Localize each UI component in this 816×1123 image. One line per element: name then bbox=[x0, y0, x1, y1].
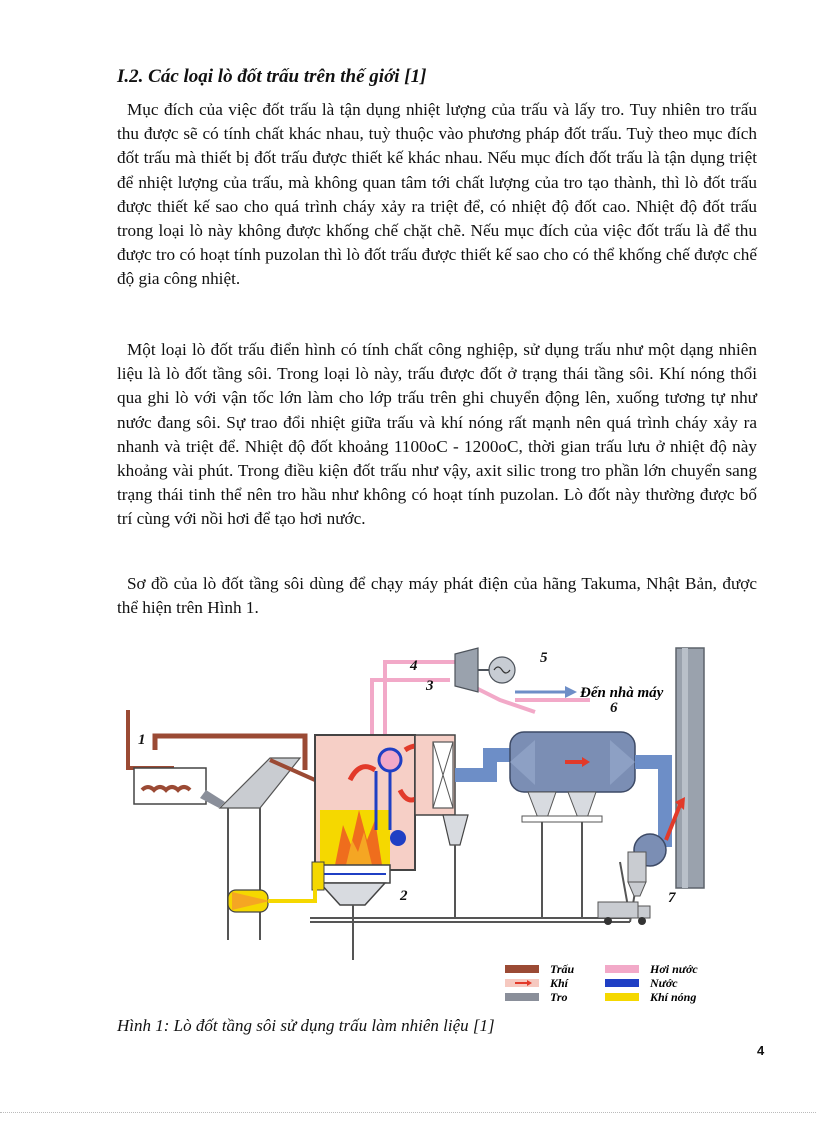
legend-swatch-water bbox=[605, 979, 639, 987]
page-number: 4 bbox=[757, 1043, 765, 1058]
legend-swatch-husk bbox=[505, 965, 539, 973]
callout-1: 1 bbox=[138, 732, 146, 748]
callout-4: 4 bbox=[410, 658, 418, 674]
chimney bbox=[676, 648, 704, 888]
legend-label-water: Nước bbox=[650, 976, 678, 990]
legend-label-husk: Trấu bbox=[550, 962, 575, 976]
callout-5: 5 bbox=[540, 650, 548, 666]
paragraph-2: Một loại lò đốt trấu điển hình có tính chất công nghiệp, sử dụng trấu như một dạng nhiên liệu là lò đốt tầng sôi. Trong loại lò này, trấu được đốt ở trạng thái tầng sôi. Khí nóng thổi qua ghi lò với vận tốc lớn làm cho lớp trấu trên ghi chuyển động lên, xuống tương tự như nước đang sôi. Sự trao đổi nhiệt giữa trấu và khí nóng rất mạnh nên quá trình cháy xảy ra nhanh và triệt để. Nhiệt độ đốt khoảng 1100oC - 1200oC, thời gian trấu lưu ở nhiệt độ này khoảng vài phút. Trong điều kiện đốt trấu như vậy, axit silic trong tro phần lớn chuyển sang trạng thái tinh thể nên tro hầu như không có hoạt tính puzolan. Lò đốt này thường được bố trí cùng với nồi hơi để tạo hơi nước. bbox=[117, 340, 757, 529]
hot-air-blower bbox=[228, 886, 315, 912]
paragraph-3: Sơ đồ của lò đốt tầng sôi dùng để chạy máy phát điện của hãng Takuma, Nhật Bản, được thể hiện trên Hình 1. bbox=[117, 574, 757, 618]
callout-2: 2 bbox=[400, 888, 408, 904]
figure-caption: Hình 1: Lò đốt tầng sôi sử dụng trấu làm nhiên liệu [1] bbox=[117, 1016, 495, 1035]
section-heading: I.2. Các loại lò đốt trấu trên thế giới [1] bbox=[117, 66, 427, 87]
ash-silo bbox=[628, 852, 646, 896]
destination-label: Đến nhà máy bbox=[580, 685, 664, 701]
legend-label-gas: Khí bbox=[550, 976, 569, 990]
legend-label-steam: Hơi nước bbox=[650, 962, 698, 976]
legend-label-ash: Tro bbox=[550, 990, 568, 1004]
electrostatic-precipitator bbox=[510, 732, 635, 918]
callout-6: 6 bbox=[610, 700, 618, 716]
legend-label-hot-air: Khí nóng bbox=[650, 990, 697, 1004]
paragraph-1: Mục đích của việc đốt trấu là tận dụng nhiệt lượng của trấu và lấy tro. Tuy nhiên tro trấu thu được sẽ có tính chất khác nhau, tuỳ thuộc vào phương pháp đốt trấu. Tuỳ theo mục đích đốt trấu mà thiết bị đốt trấu được thiết kế khác nhau. Nếu mục đích đốt trấu là tận dụng triệt để nhiệt lượng của trấu, mà không quan tâm tới chất lượng của tro tạo thành, thì lò đốt trấu được thiết kế sao cho quá trình cháy xảy ra triệt để, có nhiệt độ đốt cao. Nhiệt độ đốt trấu trong loại lò này không được khống chế chặt chẽ. Nếu mục đích của việc đốt trấu là để thu được tro có hoạt tính puzolan thì lò đốt trấu được thiết kế sao cho có thể khống chế được chế độ gia công nhiệt. bbox=[117, 100, 757, 289]
callout-3: 3 bbox=[426, 678, 434, 694]
legend bbox=[505, 962, 698, 1004]
callout-7: 7 bbox=[668, 890, 676, 906]
legend-swatch-steam bbox=[605, 965, 639, 973]
footer-divider bbox=[0, 1112, 816, 1113]
legend-swatch-ash bbox=[505, 993, 539, 1001]
generator bbox=[489, 657, 515, 683]
furnace-diagram bbox=[110, 640, 710, 1020]
turbine bbox=[455, 648, 478, 692]
legend-swatch-hot-air bbox=[605, 993, 639, 1001]
